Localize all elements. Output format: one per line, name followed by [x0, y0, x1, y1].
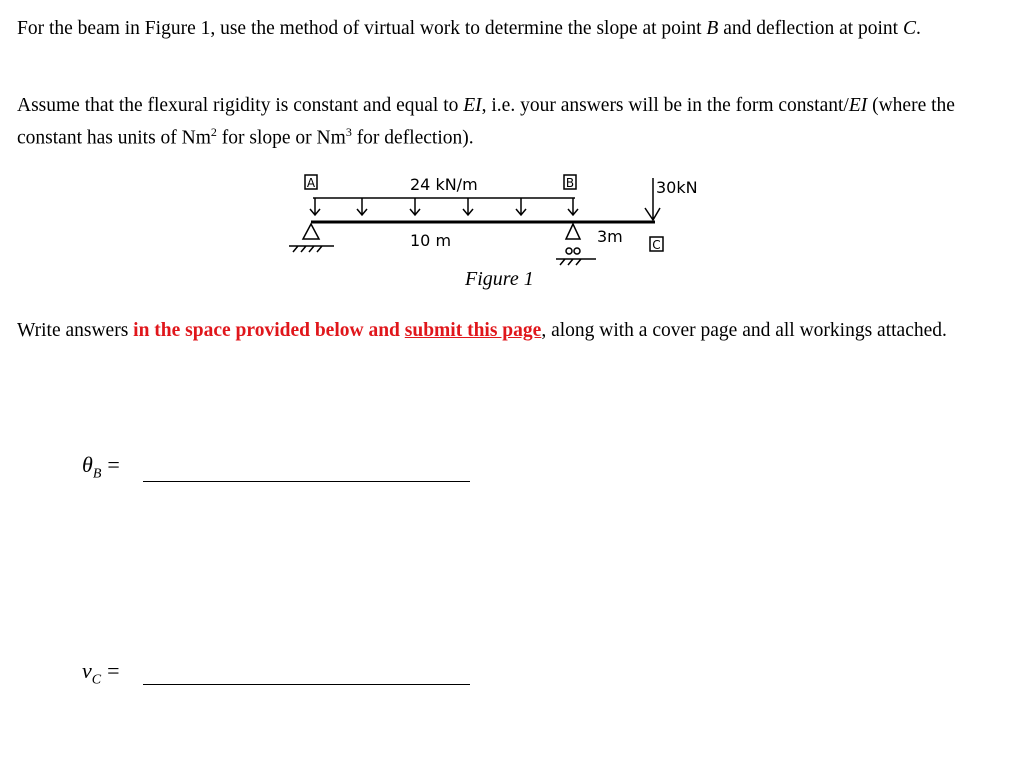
slope-answer-field[interactable]	[143, 481, 470, 482]
label-c: C	[652, 238, 661, 252]
deflection-answer-field[interactable]	[143, 684, 470, 685]
label-a: A	[306, 176, 316, 190]
roller	[566, 248, 572, 254]
beam-figure	[0, 0, 1012, 300]
span-ab-label: 10 m	[410, 231, 452, 250]
intro-text: For the beam in Figure 1, use the method of virtual work to determine the slope at point B and deflection at point C.	[17, 18, 921, 39]
slope-answer-label: $\theta_B$ =	[82, 452, 120, 482]
assumption-text: Assume that the flexural rigidity is constant and equal to EI, i.e. your answers will be in the form constant/EI (where the constant has units of Nm$^2$ for slope or Nm$^3$ for deflection).	[17, 95, 955, 149]
point-load-label: 30kN	[656, 178, 698, 197]
udl-label: 24 kN/m	[410, 175, 478, 194]
label-b: B	[565, 176, 575, 190]
figure-caption: Figure 1	[465, 268, 534, 290]
udl-arrows	[310, 198, 578, 215]
roller-support-b	[556, 224, 596, 265]
instructions-text: Write answers in the space provided below and submit this page, along with a cover page and all workings attached.	[17, 320, 947, 341]
pin-support-a	[289, 224, 334, 252]
deflection-answer-label: $v_C$ =	[82, 658, 120, 688]
span-bc-label: 3m	[597, 227, 623, 246]
